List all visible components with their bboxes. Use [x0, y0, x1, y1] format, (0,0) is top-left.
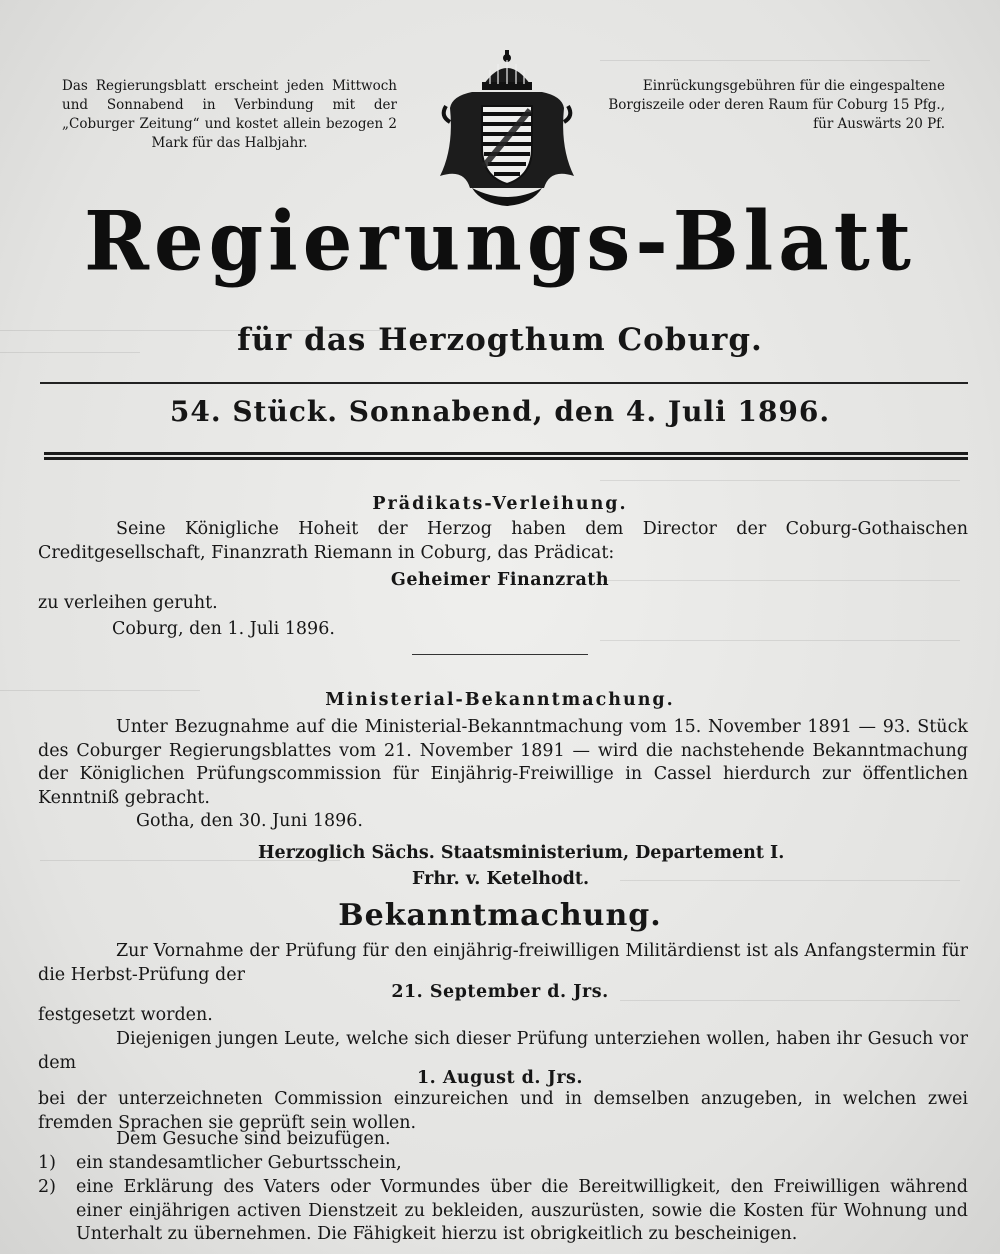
section-paragraph: Seine Königliche Hoheit der Herzog haben dem Director der Coburg-Gothaischen Creditgesellschaft, Finanzrath Riemann in Coburg, das Prädicat:	[38, 519, 968, 563]
list-item-number: 2)	[38, 1177, 56, 1197]
advertising-fees-note: Einrückungsgebühren für die eingespaltene Borgiszeile oder deren Raum für Coburg 15 Pfg., für Auswärts 20 Pf.	[608, 78, 945, 132]
list-item-text: eine Erklärung des Vaters oder Vormundes über die Bereitwilligkeit, den Freiwilligen während einer einjährigen activen Dienstzeit zu bekleiden, auszurüsten, sowie die Kosten für Wohnung und Unterhalt zu übernehmen. Die Fähigkeit hierzu ist obrigkeitlich zu bescheinigen.	[76, 1177, 968, 1244]
issue-line: 54. Stück. Sonnabend, den 4. Juli 1896.	[169, 395, 831, 428]
section-paragraph: Unter Bezugnahme auf die Ministerial-Bekanntmachung vom 15. November 1891 — 93. Stück des Coburger Regierungsblattes vom 21. November 1891 — wird die nachstehende Bekanntmachung der Königlichen Prüfungscommission für Einjährig-Freiwillige in Cassel hierdurch zur öffentlichen Kenntniß gebracht.	[38, 717, 968, 808]
deadline-date: 1. August d. Jrs.	[416, 1068, 584, 1088]
section-divider	[412, 654, 588, 655]
conferred-title: Geheimer Finanzrath	[390, 570, 610, 590]
rule-double	[44, 452, 968, 460]
exam-date: 21. September d. Jrs.	[391, 982, 609, 1002]
section-paragraph: Zur Vornahme der Prüfung für den einjährig-freiwilligen Militärdienst ist als Anfangstermin für die Herbst-Prüfung der	[38, 941, 968, 985]
section-heading-bekanntmachung: Bekanntmachung.	[338, 898, 662, 933]
masthead-title: Regierungs-Blatt	[84, 193, 916, 290]
section-paragraph: Diejenigen jungen Leute, welche sich dieser Prüfung unterziehen wollen, haben ihr Gesuch vor dem	[38, 1029, 968, 1073]
text-line: festgesetzt worden.	[38, 1005, 213, 1025]
rule-top	[40, 382, 968, 384]
ducal-coat-of-arms-icon	[432, 48, 582, 208]
section-paragraph: bei der unterzeichneten Commission einzureichen und in demselben anzugeben, in welchen zwei fremden Sprachen sie geprüft sein wollen.	[38, 1089, 968, 1133]
issuing-authority: Herzoglich Sächs. Staatsministerium, Departement I.	[258, 843, 785, 863]
section-heading-praedikat: Prädikats-Verleihung.	[372, 494, 628, 514]
section-heading-ministerial: Ministerial-Bekanntmachung.	[325, 690, 675, 710]
list-item-text: ein standesamtlicher Geburtsschein,	[76, 1153, 402, 1173]
place-date: Gotha, den 30. Juni 1896.	[136, 811, 363, 831]
attachments-intro: Dem Gesuche sind beizufügen.	[116, 1129, 391, 1149]
list-item-number: 1)	[38, 1153, 56, 1173]
signature-line: Frhr. v. Ketelhodt.	[412, 869, 590, 889]
place-date: Coburg, den 1. Juli 1896.	[112, 619, 335, 639]
subscription-note: Das Regierungsblatt erscheint jeden Mittwoch und Sonnabend in Verbindung mit der „Coburger Zeitung“ und kostet allein bezogen 2 Mark für das Halbjahr.	[62, 78, 397, 151]
closing-line: zu verleihen geruht.	[38, 593, 218, 613]
masthead-subtitle: für das Herzogthum Coburg.	[237, 322, 763, 358]
